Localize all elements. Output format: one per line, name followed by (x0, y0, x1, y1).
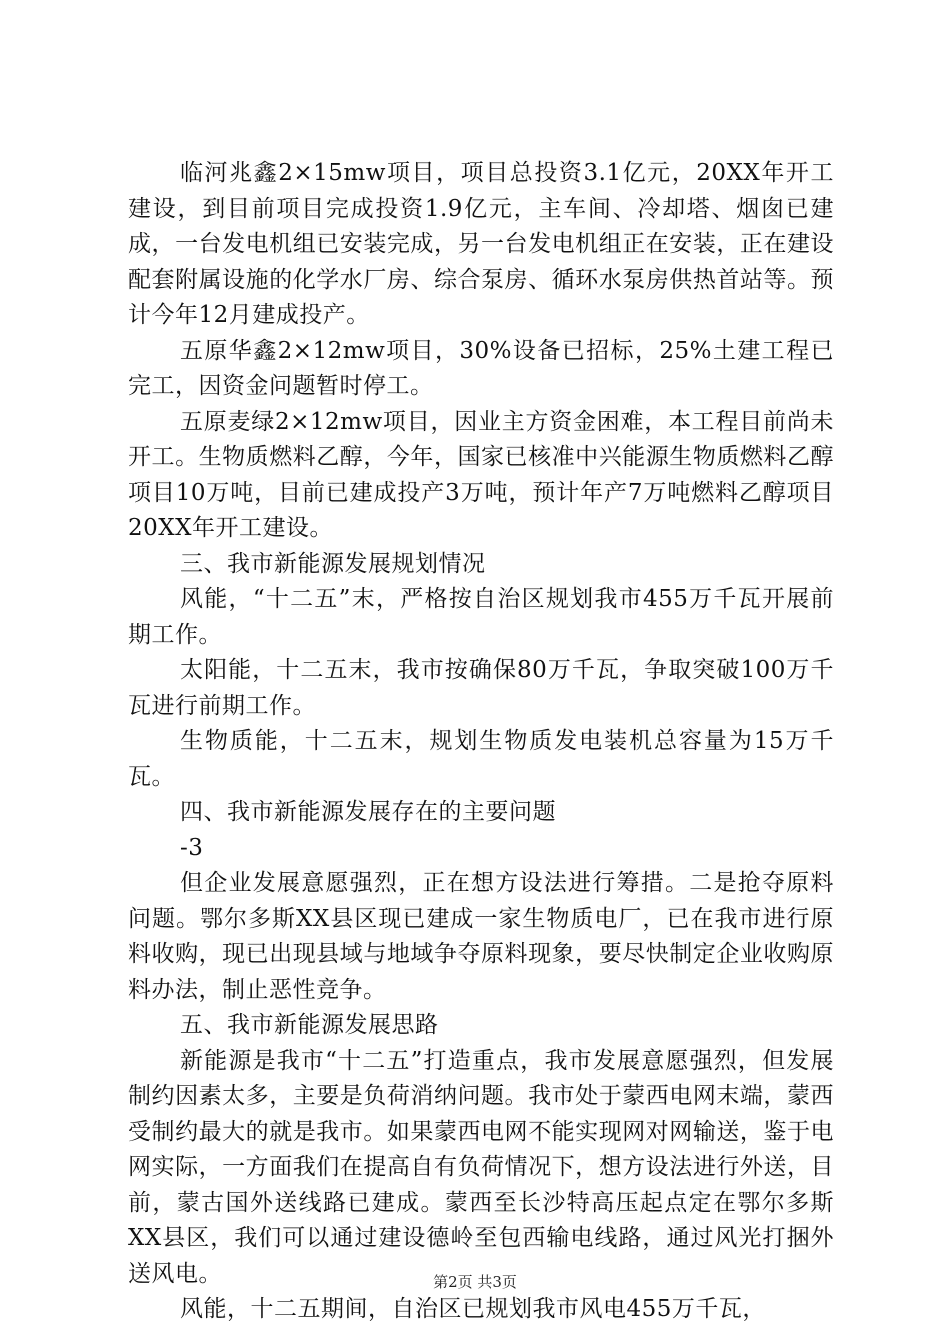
section-heading-3: 三、我市新能源发展规划情况 (180, 550, 486, 577)
paragraph-biomass: 生物质能，十二五末，规划生物质发电装机总容量为15万千瓦。 (128, 728, 834, 790)
paragraph-wuyuan-huaxin: 五原华鑫2×12mw项目，30%设备已招标，25%土建工程已完工，因资金问题暂时停工。 (128, 337, 834, 399)
document-body (128, 156, 834, 1328)
paragraph-development-ideas: 新能源是我市“十二五”打造重点，我市发展意愿强烈，但发展制约因素太多，主要是负荷消纳问题。我市处于蒙西电网末端，蒙西受制约最大的就是我市。如果蒙西电网不能实现网对网输送，鉴于电网实际，一方面我们在提高自有负荷情况下，想方设法进行外送，目前，蒙古国外送线路已建成。蒙西至长沙特高压起点定在鄂尔多斯XX县区，我们可以通过建设德岭至包西输电线路，通过风光打捆外送风电。 (128, 1047, 834, 1287)
paragraph-linhe-project: 临河兆鑫2×15mw项目，项目总投资3.1亿元，20XX年开工建设，到目前项目完成投资1.9亿元，主车间、冷却塔、烟囱已建成，一台发电机组已安装完成，另一台发电机组正在安装，正在建设配套附属设施的化学水厂房、综合泵房、循环水泵房供热首站等。预计今年12月建成投产。 (128, 160, 834, 328)
paragraph-wind-plan: 风能，十二五期间，自治区已规划我市风电455万千瓦， (180, 1296, 766, 1322)
section-heading-4: 四、我市新能源发展存在的主要问题 (180, 799, 556, 825)
page-marker: -3 (180, 834, 204, 861)
section-heading-5: 五、我市新能源发展思路 (180, 1012, 439, 1038)
paragraph-wind: 风能，“十二五”末，严格按自治区规划我市455万千瓦开展前期工作。 (128, 586, 834, 648)
paragraph-raw-material: 但企业发展意愿强烈，正在想方设法进行筹措。二是抢夺原料问题。鄂尔多斯XX县区现已建成一家生物质电厂，已在我市进行原料收购，现已出现县域与地域争夺原料现象，要尽快制定企业收购原料办法，制止恶性竞争。 (128, 870, 834, 1003)
paragraph-solar: 太阳能，十二五末，我市按确保80万千瓦，争取突破100万千瓦进行前期工作。 (128, 657, 834, 719)
paragraph-wuyuan-mailv: 五原麦绿2×12mw项目，因业主方资金困难，本工程目前尚未开工。生物质燃料乙醇，今年，国家已核准中兴能源生物质燃料乙醇项目10万吨，目前已建成投产3万吨，预计年产7万吨燃料乙醇项目20XX年开工建设。 (128, 408, 834, 541)
page-footer: 第2页 共3页 (433, 1273, 517, 1291)
